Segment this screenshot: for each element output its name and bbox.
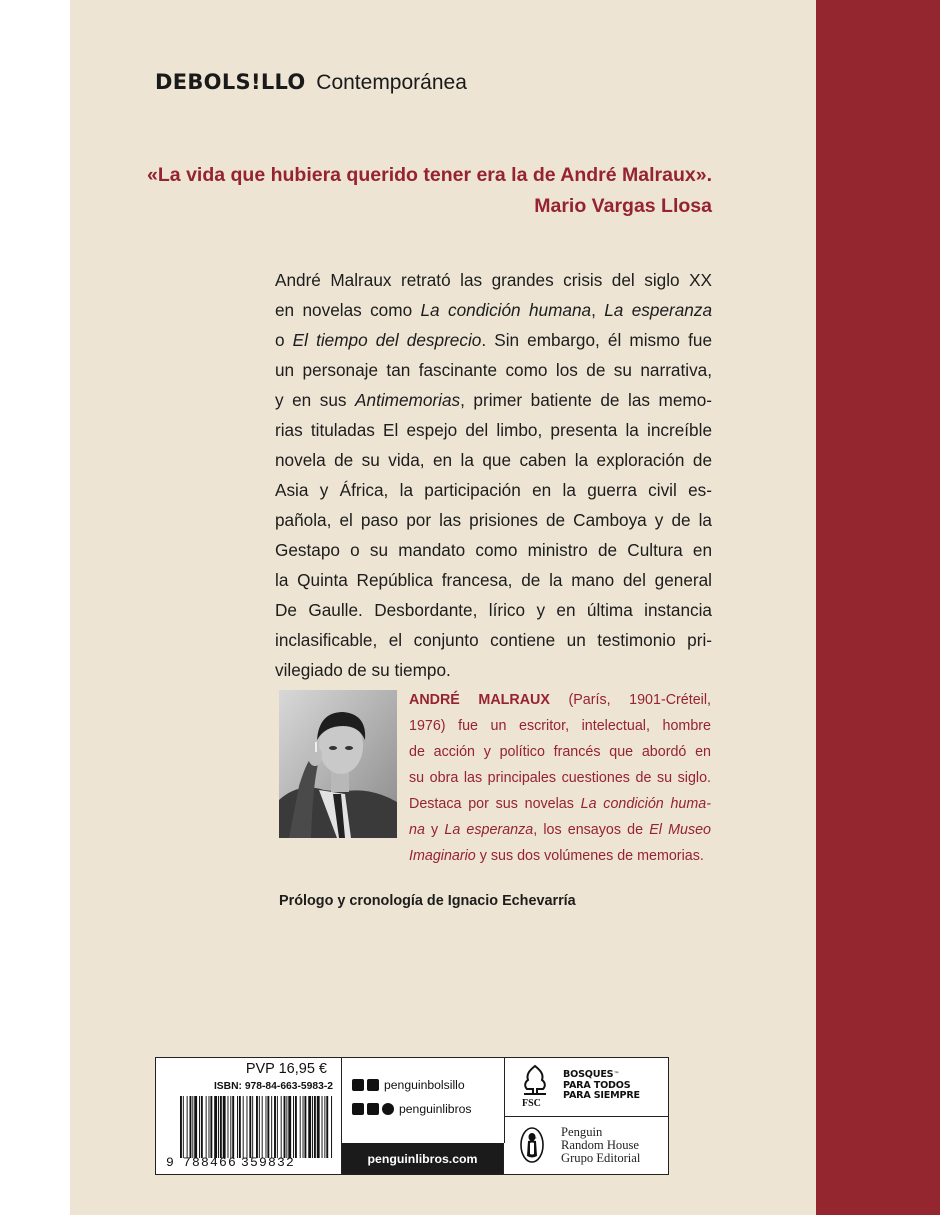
- text-line: [275, 265, 712, 295]
- page-margin: [0, 0, 70, 1215]
- text-segment: la Quinta República francesa, de la mano del general: [275, 570, 712, 590]
- fsc-tree-icon: [520, 1064, 550, 1096]
- text-line: [409, 791, 711, 817]
- text-line: [275, 655, 712, 685]
- barcode-bar: [194, 1096, 197, 1158]
- barcode-bar: [277, 1096, 278, 1158]
- fsc-line-1: BOSQUES: [563, 1069, 614, 1080]
- barcode-bar: [228, 1096, 229, 1158]
- barcode-bar: [271, 1096, 272, 1158]
- barcode-bar: [324, 1096, 325, 1158]
- text-line: [275, 415, 712, 445]
- social-row-2: [352, 1102, 472, 1116]
- text-segment: Antimemorias: [355, 390, 461, 410]
- barcode-bar: [274, 1096, 276, 1158]
- barcode-bar: [326, 1096, 328, 1158]
- prologue-credit: Prólogo y cronología de Ignacio Echevarría: [279, 893, 576, 909]
- text-segment: La esperanza: [604, 300, 712, 320]
- author-portrait-image: [279, 690, 397, 838]
- barcode-bar: [284, 1096, 286, 1158]
- text-segment: El tiempo del desprecio: [292, 330, 482, 350]
- text-line: [275, 505, 712, 535]
- publisher-brand: [155, 70, 467, 95]
- text-segment: y en sus: [275, 390, 356, 410]
- text-line: [275, 355, 712, 385]
- text-line: [275, 595, 712, 625]
- barcode-bar: [239, 1096, 241, 1158]
- twitter-icon[interactable]: [367, 1079, 379, 1091]
- barcode-bar: [303, 1096, 304, 1158]
- text-segment: novela de su vida, en la que caben la exploración de: [275, 450, 712, 470]
- fsc-cell: [505, 1058, 668, 1117]
- brand-name: DEBOLS!LLO: [155, 70, 306, 94]
- barcode-bar: [317, 1096, 320, 1158]
- publisher-cell: [505, 1117, 668, 1174]
- text-line: [275, 475, 712, 505]
- barcode-bar: [295, 1096, 297, 1158]
- text-segment: Destaca por sus novelas: [409, 796, 581, 812]
- barcode-bar: [192, 1096, 193, 1158]
- publisher-line-3: Grupo Editorial: [561, 1151, 641, 1165]
- fsc-trademark: ™: [613, 1071, 620, 1078]
- text-line: [275, 295, 712, 325]
- text-line: [275, 325, 712, 355]
- fsc-slogan: [563, 1070, 640, 1102]
- youtube-icon[interactable]: [367, 1103, 379, 1115]
- text-segment: Asia y África, la participación en la guerra civil es-: [275, 480, 712, 500]
- text-segment: De Gaulle. Desbordante, lírico y en última instancia: [275, 600, 712, 620]
- text-segment: de acción y político francés que abordó en: [409, 744, 711, 760]
- barcode-bar: [300, 1096, 301, 1158]
- text-segment: su obra las principales cuestiones de su siglo.: [409, 770, 711, 786]
- barcode-bar: [259, 1096, 260, 1158]
- facebook-icon[interactable]: [352, 1079, 364, 1091]
- text-line: [409, 817, 711, 843]
- barcode-bar: [190, 1096, 192, 1158]
- price-isbn-cell: [156, 1058, 342, 1174]
- social-handle-2[interactable]: penguinlibros: [399, 1102, 472, 1116]
- instagram-icon[interactable]: [352, 1103, 364, 1115]
- barcode-bar: [214, 1096, 217, 1158]
- barcode-digits: [166, 1155, 295, 1170]
- text-segment: un personaje tan fascinante como los de su narrativa,: [275, 360, 712, 380]
- barcode-bar: [312, 1096, 313, 1158]
- website-link[interactable]: penguinlibros.com: [342, 1143, 504, 1174]
- barcode-group-2: 359832: [241, 1155, 296, 1170]
- text-segment: Gestapo o su mandato como ministro de Cultura en: [275, 540, 712, 560]
- text-line: [409, 687, 711, 713]
- text-line: [275, 625, 712, 655]
- barcode-bar: [237, 1096, 238, 1158]
- author-bio: [409, 687, 711, 869]
- text-segment: pañola, el paso por las prisiones de Camboya y de la: [275, 510, 712, 530]
- barcode-group-1: 788466: [183, 1155, 238, 1170]
- book-spine: [816, 0, 940, 1215]
- barcode-bar: [267, 1096, 269, 1158]
- quote-author: Mario Vargas Llosa: [534, 195, 712, 217]
- barcode-bar: [210, 1096, 212, 1158]
- barcode-bar: [331, 1096, 332, 1158]
- barcode-bar: [293, 1096, 294, 1158]
- barcode-bar: [249, 1096, 251, 1158]
- back-cover-info-box: [155, 1057, 669, 1175]
- social-row-1: [352, 1078, 465, 1092]
- isbn: ISBN: 978-84-663-5983-2: [213, 1081, 333, 1092]
- barcode-bar: [252, 1096, 253, 1158]
- book-blurb: [275, 265, 712, 685]
- text-segment: y: [424, 822, 445, 838]
- text-segment: La condición huma-: [580, 796, 711, 812]
- barcode-bar: [247, 1096, 248, 1158]
- text-line: [409, 739, 711, 765]
- text-line: [275, 565, 712, 595]
- text-line: [275, 385, 712, 415]
- barcode-bar: [209, 1096, 210, 1158]
- price: PVP 16,95 €: [245, 1061, 327, 1077]
- barcode-bar: [232, 1096, 234, 1158]
- barcode-bar: [322, 1096, 323, 1158]
- text-segment: El Museo: [649, 822, 712, 838]
- barcode-bar: [256, 1096, 258, 1158]
- text-segment: ,: [591, 300, 605, 320]
- text-segment: , primer batiente de las memo-: [460, 390, 712, 410]
- barcode-bar: [308, 1096, 311, 1158]
- quote-text: «La vida que hubiera querido tener era la de André Malraux».: [147, 164, 712, 186]
- text-line: [409, 843, 711, 869]
- text-segment: ANDRÉ MALRAUX: [409, 692, 550, 708]
- text-segment: en novelas como: [275, 300, 421, 320]
- text-segment: y sus dos volúmenes de memorias.: [475, 848, 704, 864]
- barcode-bar: [199, 1096, 200, 1158]
- text-line: [409, 765, 711, 791]
- text-segment: vilegiado de su tiempo.: [275, 660, 451, 680]
- barcode-bar: [304, 1096, 306, 1158]
- text-line: [409, 713, 711, 739]
- barcode-bar: [206, 1096, 207, 1158]
- barcode-bar: [262, 1096, 263, 1158]
- text-segment: o: [275, 330, 293, 350]
- barcode-bar: [266, 1096, 267, 1158]
- text-segment: La esperanza: [444, 822, 534, 838]
- publisher-line-2: Random House: [561, 1138, 640, 1152]
- barcode-bar: [281, 1096, 282, 1158]
- text-segment: inclasificable, el conjunto contiene un testimonio pri-: [275, 630, 712, 650]
- barcode-bar: [243, 1096, 244, 1158]
- barcode-bar: [286, 1096, 287, 1158]
- author-photo: [279, 690, 397, 838]
- fsc-line-2: PARA TODOS: [563, 1079, 631, 1091]
- publisher-line-1: Penguin: [561, 1125, 603, 1139]
- text-segment: , los ensayos de: [533, 822, 650, 838]
- barcode-bar: [218, 1096, 219, 1158]
- text-line: [275, 535, 712, 565]
- barcode-bar: [183, 1096, 184, 1158]
- barcode-bar: [220, 1096, 222, 1158]
- social-handle-1[interactable]: penguinbolsillo: [384, 1078, 465, 1092]
- fsc-line-3: PARA SIEMPRE: [563, 1090, 640, 1101]
- text-segment: Imaginario: [409, 848, 476, 864]
- barcode-bar: [288, 1096, 291, 1158]
- text-segment: André Malraux retrató las grandes crisis del siglo XX: [275, 270, 712, 290]
- fsc-label: FSC: [522, 1098, 541, 1109]
- barcode-bar: [230, 1096, 231, 1158]
- text-segment: rias tituladas El espejo del limbo, presenta la increíble: [275, 420, 712, 440]
- text-segment: (París, 1901-Créteil,: [549, 692, 711, 708]
- penguin-logo-icon: [519, 1126, 545, 1164]
- barcode-bar: [201, 1096, 203, 1158]
- social-cell: [342, 1058, 505, 1143]
- barcode-bar: [180, 1096, 182, 1158]
- barcode: [180, 1096, 333, 1158]
- text-segment: . Sin embargo, él mismo fue: [481, 330, 712, 350]
- publisher-name: [561, 1126, 640, 1165]
- text-segment: La condición humana: [420, 300, 592, 320]
- barcode-bar: [187, 1096, 188, 1158]
- barcode-bar: [314, 1096, 316, 1158]
- pull-quote: [147, 160, 712, 222]
- text-segment: 1976) fue un escritor, intelectual, hombre: [409, 718, 711, 734]
- spotify-icon[interactable]: [382, 1103, 394, 1115]
- barcode-first-digit: 9: [166, 1155, 176, 1170]
- text-segment: na: [409, 822, 425, 838]
- barcode-bar: [223, 1096, 226, 1158]
- collection-name: Contemporánea: [316, 71, 467, 94]
- text-line: [275, 445, 712, 475]
